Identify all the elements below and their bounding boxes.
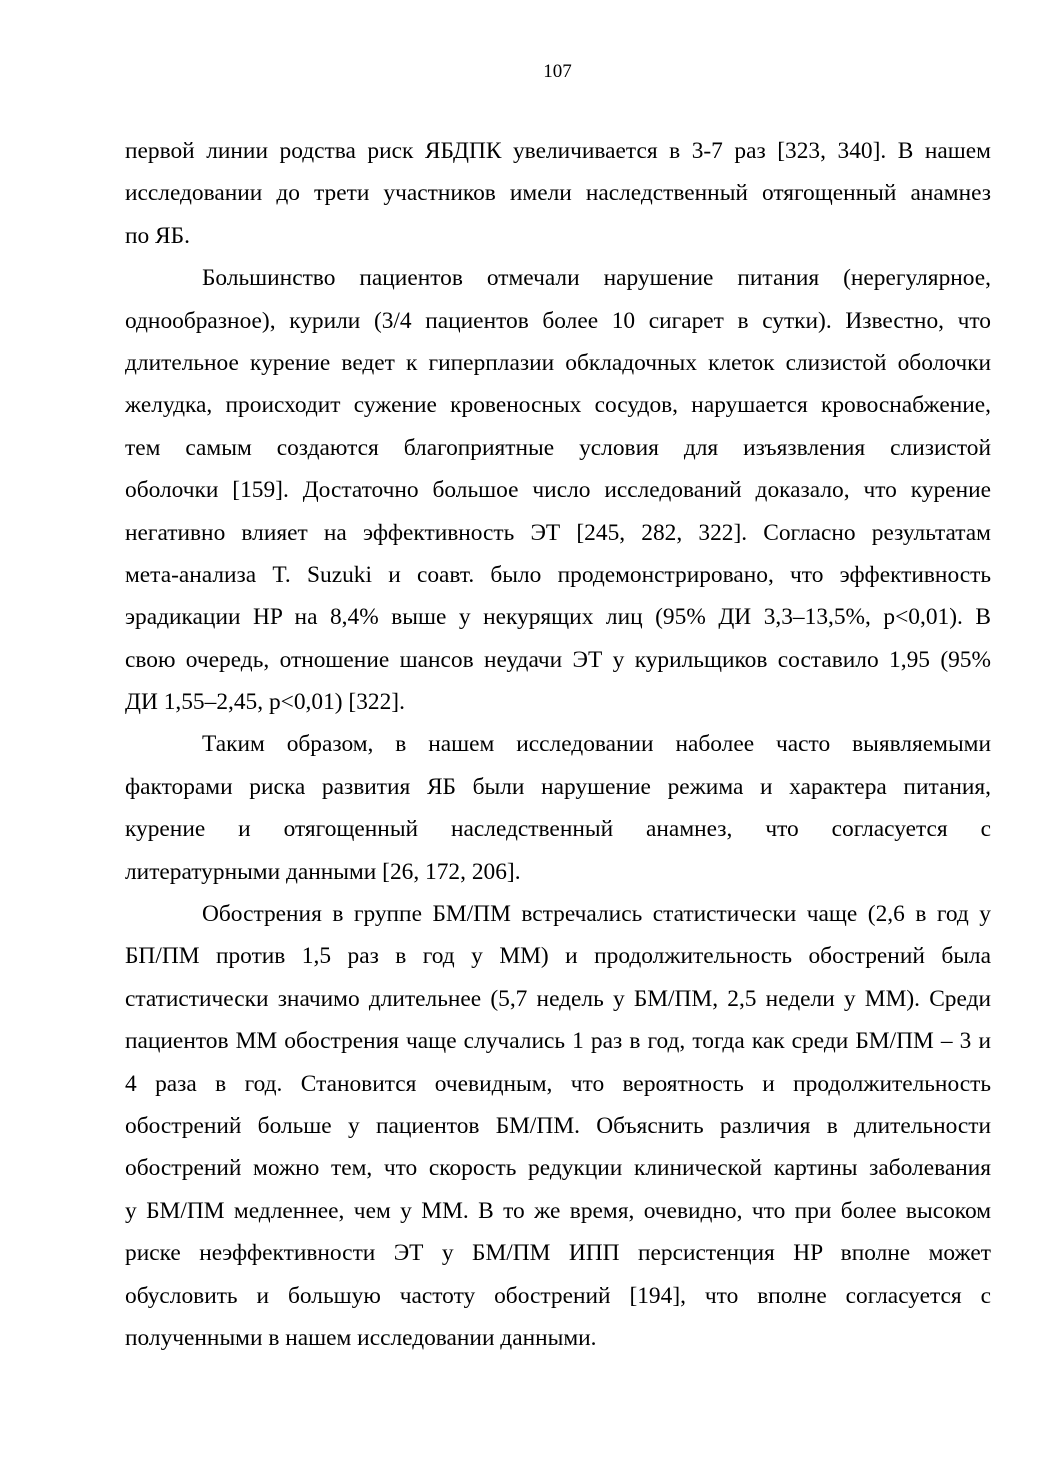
text-line: обострений можно тем, что скорость редукции клинической картины заболевания: [125, 1155, 991, 1182]
text-line: исследовании до трети участников имели наследственный отягощенный анамнез: [125, 180, 991, 207]
text-line: обострений больше у пациентов БМ/ПМ. Объяснить различия в длительности: [125, 1112, 991, 1139]
text-line: по ЯБ.: [125, 222, 190, 249]
text-line: первой линии родства риск ЯБДПК увеличивается в 3-7 раз [323, 340]. В нашем: [125, 138, 991, 164]
body-text: [125, 130, 991, 1359]
text-line: ДИ 1,55–2,45, p<0,01) [322].: [125, 689, 405, 716]
text-line: пациентов ММ обострения чаще случались 1 раз в год, тогда как среди БМ/ПМ – 3 и: [125, 1028, 991, 1055]
text-line: у БМ/ПМ медленнее, чем у ММ. В то же время, очевидно, что при более высоком: [125, 1197, 991, 1224]
text-line: оболочки [159]. Достаточно большое число исследований доказало, что курение: [125, 477, 991, 504]
text-line: эрадикации HP на 8,4% выше у некурящих лиц (95% ДИ 3,3–13,5%, p<0,01). В: [125, 604, 991, 631]
text-line: статистически значимо длительнее (5,7 недель у БМ/ПМ, 2,5 недели у ММ). Среди: [125, 985, 991, 1012]
text-line: длительное курение ведет к гиперплазии обкладочных клеток слизистой оболочки: [125, 349, 991, 376]
text-line: риске неэффективности ЭТ у БМ/ПМ ИПП персистенция HP вполне может: [125, 1240, 991, 1267]
text-line: литературными данными [26, 172, 206].: [125, 858, 521, 885]
text-line: обусловить и большую частоту обострений [194], что вполне согласуется с: [125, 1282, 991, 1309]
text-line: мета-анализа T. Suzuki и соавт. было продемонстрировано, что эффективность: [125, 561, 991, 588]
text-line: негативно влияет на эффективность ЭТ [245, 282, 322]. Согласно результатам: [125, 519, 991, 546]
text-line: желудка, происходит сужение кровеносных сосудов, нарушается кровоснабжение,: [125, 392, 991, 419]
paragraph-first-line: Обострения в группе БМ/ПМ встречались статистически чаще (2,6 в год у: [202, 901, 991, 928]
paragraph-first-line: Большинство пациентов отмечали нарушение питания (нерегулярное,: [202, 265, 991, 292]
text-line: тем самым создаются благоприятные условия для изъязвления слизистой: [125, 434, 991, 461]
text-line: факторами риска развития ЯБ были нарушение режима и характера питания,: [125, 773, 991, 800]
text-line: курение и отягощенный наследственный анамнез, что согласуется с: [125, 816, 991, 843]
text-line: однообразное), курили (3/4 пациентов более 10 сигарет в сутки). Известно, что: [125, 307, 991, 334]
text-line: БП/ПМ против 1,5 раз в год у ММ) и продолжительность обострений была: [125, 943, 991, 970]
text-line: свою очередь, отношение шансов неудачи ЭТ у курильщиков составило 1,95 (95%: [125, 646, 991, 673]
page-number: 107: [543, 61, 572, 82]
paragraph-first-line: Таким образом, в нашем исследовании наболее часто выявляемыми: [202, 731, 991, 758]
text-line: 4 раза в год. Становится очевидным, что вероятность и продолжительность: [125, 1070, 991, 1097]
text-line: полученными в нашем исследовании данными.: [125, 1324, 597, 1351]
